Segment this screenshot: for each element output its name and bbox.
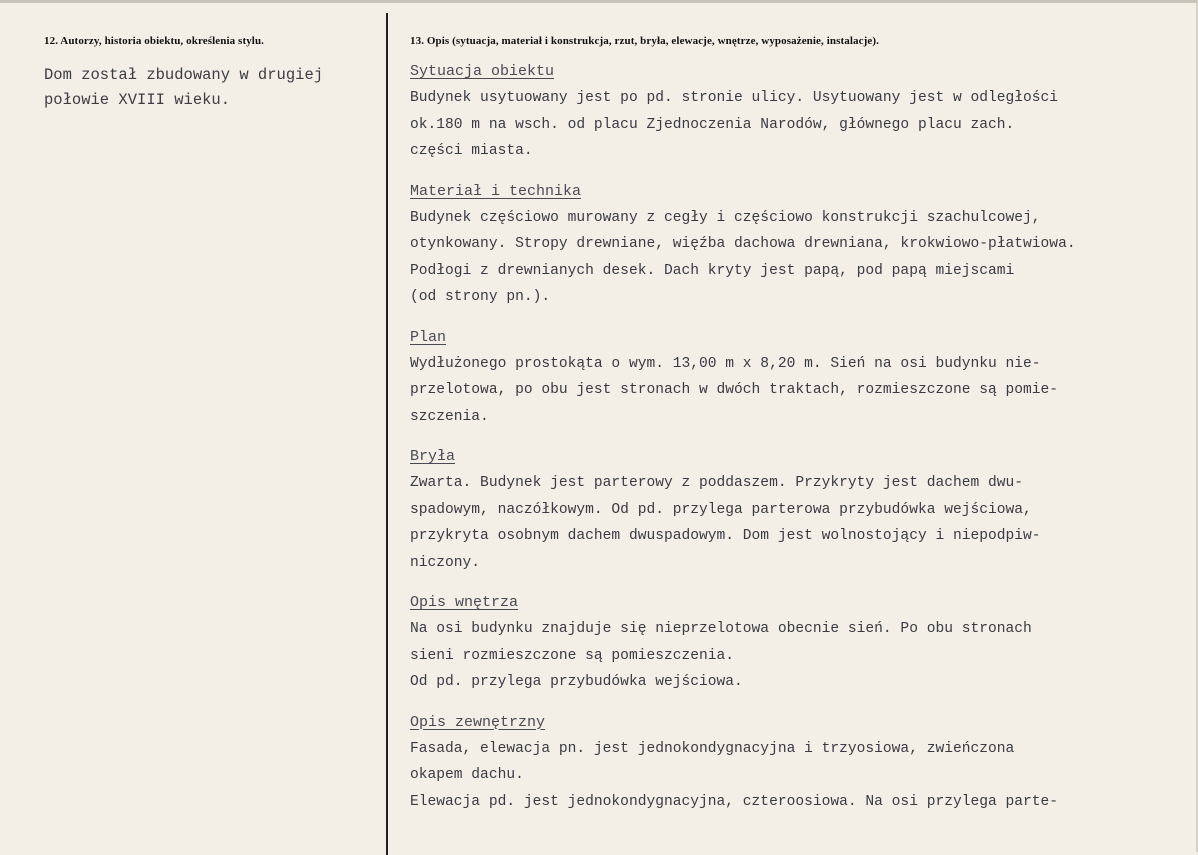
section-line: niczony. bbox=[410, 554, 481, 571]
field-12-line: połowie XVIII wieku. bbox=[44, 91, 231, 109]
section-line: Na osi budynku znajduje się nieprzelotowa obecnie sień. Po obu stronach bbox=[410, 621, 1032, 637]
column-divider bbox=[386, 13, 388, 855]
section-title: Sytuacja obiektu bbox=[410, 63, 555, 80]
section-line: ok.180 m na wsch. od placu Zjednoczenia Narodów, głównego placu zach. bbox=[410, 116, 1015, 133]
section-line: sieni rozmieszczone są pomieszczenia. bbox=[410, 647, 735, 664]
field-12-header: 12. Autorzy, historia obiektu, określenia stylu. bbox=[44, 35, 265, 47]
field-13-column bbox=[410, 35, 1185, 815]
section-line: Wydłużonego prostokąta o wym. 13,00 m x 8,20 m. Sień na osi budynku nie- bbox=[410, 355, 1041, 372]
section-line: przelotowa, po obu jest stronach w dwóch traktach, rozmieszczone są pomie- bbox=[410, 382, 1059, 398]
section-line: (od strony pn.). bbox=[410, 289, 551, 305]
section-material bbox=[410, 179, 1185, 311]
section-plan bbox=[410, 325, 1185, 431]
section-line: okapem dachu. bbox=[410, 767, 524, 783]
section-line: otynkowany. Stropy drewniane, więźba dachowa drewniana, krokwiowo-płatwiowa. bbox=[410, 236, 1076, 252]
field-12-line: Dom został zbudowany w drugiej bbox=[44, 66, 324, 84]
section-line: przykryta osobnym dachem dwuspadowym. Dom jest wolnostojący i niepodpiw- bbox=[410, 528, 1041, 544]
field-13-header: 13. Opis (sytuacja, materiał i konstrukcja, rzut, bryła, elewacje, wnętrze, wyposażenie, instalacje). bbox=[410, 35, 879, 47]
section-line: Budynek usytuowany jest po pd. stronie ulicy. Usytuowany jest w odległości bbox=[410, 90, 1059, 106]
section-line: Podłogi z drewnianych desek. Dach kryty jest papą, pod papą miejscami bbox=[410, 262, 1015, 279]
section-line: Zwarta. Budynek jest parterowy z poddaszem. Przykryty jest dachem dwu- bbox=[410, 475, 1024, 491]
field-12-column bbox=[44, 35, 374, 113]
section-line: części miasta. bbox=[410, 143, 533, 159]
section-line: Elewacja pd. jest jednokondygnacyjna, czteroosiowa. Na osi przylega parte- bbox=[410, 793, 1059, 810]
section-line: szczenia. bbox=[410, 408, 489, 425]
section-title: Opis zewnętrzny bbox=[410, 713, 546, 731]
section-line: Budynek częściowo murowany z cegły i częściowo konstrukcji szachulcowej, bbox=[410, 209, 1041, 226]
section-zewnetrzny bbox=[410, 710, 1185, 816]
section-wnetrze bbox=[410, 590, 1185, 696]
section-sytuacja bbox=[410, 59, 1185, 165]
section-title: Bryła bbox=[410, 448, 456, 465]
section-title: Opis wnętrza bbox=[410, 594, 519, 611]
section-line: spadowym, naczółkowym. Od pd. przylega parterowa przybudówka wejściowa, bbox=[410, 501, 1032, 518]
section-bryla bbox=[410, 444, 1185, 576]
section-line: Od pd. przylega przybudówka wejściowa. bbox=[410, 674, 743, 690]
section-title: Plan bbox=[410, 328, 447, 346]
section-title: Materiał i technika bbox=[410, 182, 582, 200]
field-12-body bbox=[44, 63, 374, 113]
section-line: Fasada, elewacja pn. jest jednokondygnacyjna i trzyosiowa, zwieńczona bbox=[410, 740, 1015, 757]
